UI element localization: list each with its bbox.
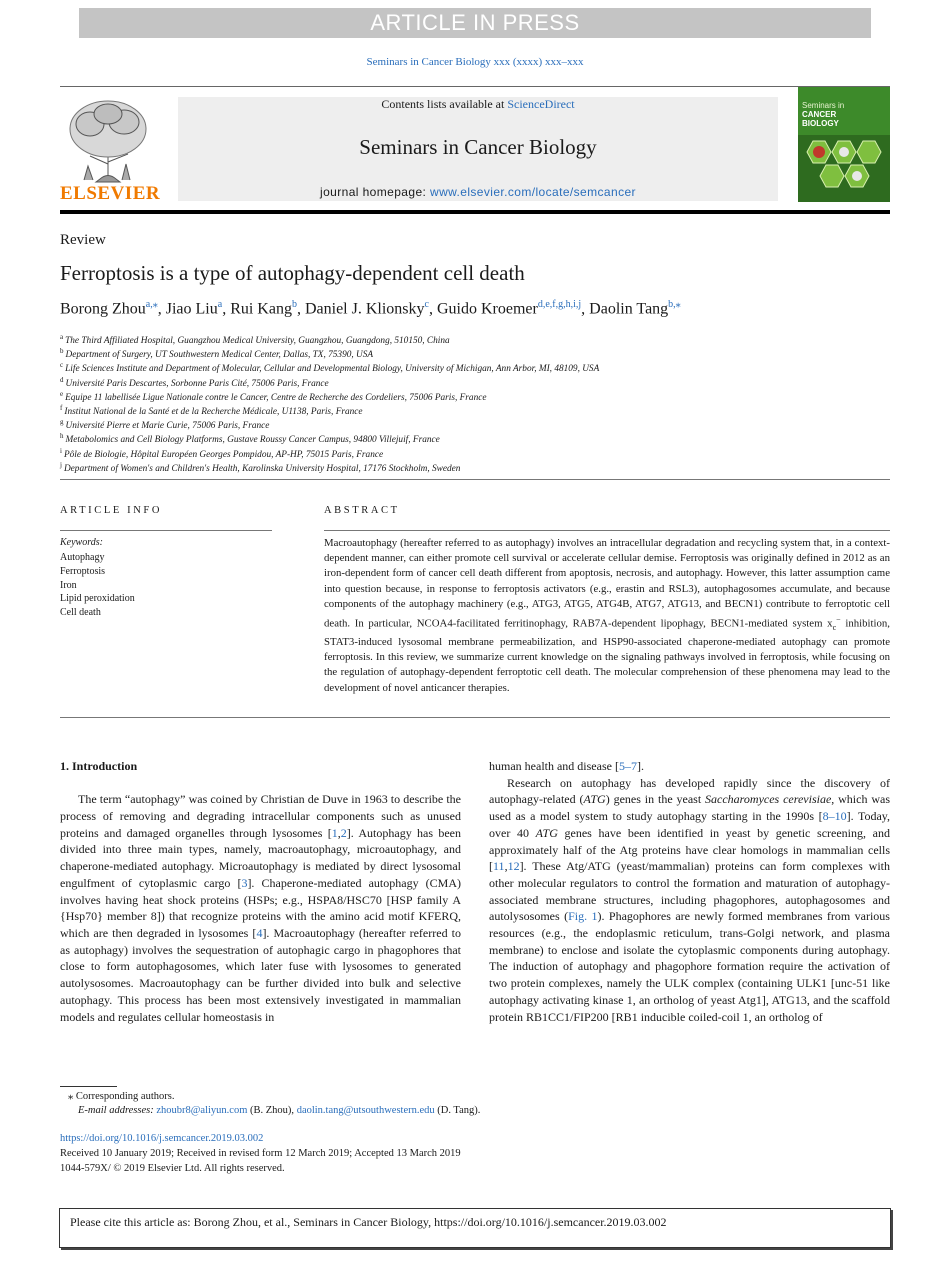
article-in-press-banner: ARTICLE IN PRESS: [79, 8, 871, 38]
journal-reference-link[interactable]: Seminars in Cancer Biology xxx (xxxx) xxx–xxx: [366, 56, 584, 68]
body-text: ,: [337, 825, 341, 840]
keyword-item: Lipid peroxidation: [60, 593, 135, 605]
affiliation-item: [60, 429, 599, 446]
citation-link[interactable]: 1: [331, 825, 338, 840]
abstract-rule: [324, 530, 890, 531]
affiliation-text: Department of Women's and Children's Health, Karolinska University Hospital, 17176 Stockholm, Sweden: [63, 463, 461, 474]
journal-header-box: [178, 97, 778, 201]
body-text: The term “autophagy” was coined by Christian de Duve in 1963 to describe the process of removing and degrading intracellular components such as unused proteins and damaged organelles through lysosomes [: [60, 792, 461, 840]
citation-box: [59, 1208, 891, 1248]
affiliation-text: Metabolomics and Cell Biology Platforms, Gustave Roussy Cancer Campus, 94800 Villejuif, France: [65, 435, 440, 446]
cover-title-line2: [802, 110, 839, 128]
cover-biology: BIOLOGY: [802, 119, 839, 128]
author-name: Daniel J. Klionsky: [304, 300, 425, 318]
keywords-label: Keywords:: [60, 537, 103, 548]
homepage-prefix: journal homepage:: [320, 185, 430, 199]
email-zhou-link[interactable]: zhoubr8@aliyun.com: [156, 1105, 248, 1116]
article-info-heading: ARTICLE INFO: [60, 505, 163, 516]
affiliation-text: Institut National de la Santé et de la Recherche Médicale, U1138, Paris, France: [64, 407, 363, 418]
italic-term: ATG: [583, 792, 606, 807]
affiliation-text: Université Pierre et Marie Curie, 75006 Paris, France: [65, 421, 270, 432]
footnotes: [60, 1090, 480, 1118]
citation-link[interactable]: 5–7: [618, 759, 637, 773]
body-text: ]. Today, over 40: [489, 809, 890, 840]
body-column-right: [489, 758, 890, 1025]
email-zhou-who: (B. Zhou),: [247, 1105, 297, 1116]
keyword-item: Cell death: [60, 607, 101, 619]
sciencedirect-link[interactable]: ScienceDirect: [507, 97, 575, 111]
affiliation-list: [60, 330, 599, 472]
author-affiliation-marker[interactable]: a,⁎: [145, 299, 158, 310]
affiliation-key: a: [60, 333, 64, 341]
author-separator: ,: [581, 300, 590, 318]
author-name: Jiao Liu: [165, 300, 218, 318]
author-name: Daolin Tang: [589, 300, 669, 318]
corresponding-note: ⁎ Corresponding authors.: [68, 1091, 175, 1102]
citation-link[interactable]: 4: [256, 926, 263, 940]
affiliation-item: [60, 415, 599, 432]
body-text: ]. These Atg/ATG (yeast/mammalian) proteins can form complexes with other molecular regulators to control the formation and maturation of autophagy-associated membrane structures, including phagophores, autophagosomes and autolysosomes (: [489, 859, 890, 924]
doi-link[interactable]: https://doi.org/10.1016/j.semcancer.2019.03.002: [60, 1133, 264, 1144]
email-line: [60, 1104, 480, 1118]
author-list: [60, 299, 681, 318]
affiliation-item: [60, 330, 599, 347]
abstract-part2: inhibition, STAT3-induced lysosomal membrane permeabilization, and HSP90-associated chaperone-mediated autophagy can promote ferroptosis. In this review, we summarize current knowledge on the signaling pathways involved in ferroptosis, while focusing on the regulation of autophagy-dependent ferroptotic cell death. The molecular comprehension of these phenomena may lead to the development of novel anticancer therapies.: [324, 617, 891, 694]
article-title: Ferroptosis is a type of autophagy-dependent cell death: [60, 261, 525, 285]
intro-paragraph-1: [60, 791, 461, 1025]
body-text: ,: [504, 859, 508, 874]
author-affiliation-marker[interactable]: b,⁎: [668, 299, 681, 310]
author-name: Borong Zhou: [60, 300, 146, 318]
affiliation-item: [60, 401, 599, 418]
elsevier-wordmark: ELSEVIER: [60, 183, 161, 204]
keyword-item: Ferroptosis: [60, 565, 105, 577]
citation-link[interactable]: 3: [241, 875, 248, 890]
author-separator: ,: [428, 300, 437, 318]
affiliation-item: [60, 358, 600, 375]
affiliation-text: Life Sciences Institute and Department of Molecular, Cellular and Developmental Biology, University of Michigan, Ann Arbor, MI, 48109, USA: [65, 364, 600, 375]
intro-paragraph-2: [489, 775, 890, 1026]
author-name: Guido Kroemer: [436, 300, 538, 318]
header-thick-rule: [60, 210, 890, 214]
keyword-item: Autophagy: [60, 552, 105, 563]
affiliation-key: f: [60, 403, 63, 412]
citation-link[interactable]: Fig. 1: [568, 909, 598, 924]
body-text: ]. Chaperone-mediated autophagy (CMA) involves having heat shock proteins (HSPs; e.g., HSPA8/HSC70 [HSP family A {Hsp70} member 8]) that recognize proteins with the amino acid motif KFERQ, which are then degraded in lysosomes [: [60, 875, 461, 940]
keyword-item: Iron: [60, 579, 77, 591]
author-separator: ,: [157, 300, 166, 318]
author-affiliation-marker[interactable]: a: [217, 299, 223, 310]
citation-link[interactable]: 2: [340, 825, 347, 840]
affiliation-item: [60, 387, 599, 401]
journal-homepage: [178, 185, 778, 199]
body-text: ) genes in the yeast: [605, 792, 706, 807]
body-text: , which was used as a model system to study autophagy starting in the 1990s [: [489, 792, 890, 824]
author-name: Rui Kang: [230, 300, 292, 318]
affiliation-key: j: [60, 460, 62, 469]
affiliation-item: [60, 373, 599, 387]
author-separator: ,: [296, 300, 305, 318]
citation-text: Please cite this article as: Borong Zhou, et al., Seminars in Cancer Biology, https://doi.org/10.1016/j.semcancer.2019.03.002: [70, 1215, 667, 1229]
abstract-sub: c: [832, 622, 837, 632]
affiliation-item: [60, 344, 599, 361]
copyright-line: 1044-579X/ © 2019 Elsevier Ltd. All rights reserved.: [60, 1163, 285, 1174]
cover-title-line1: Seminars in: [802, 101, 845, 110]
contents-line: [178, 97, 778, 112]
affiliation-key: g: [60, 418, 64, 427]
body-text: ].: [636, 759, 644, 773]
abstract-heading: ABSTRACT: [324, 505, 400, 516]
affiliation-text: Université Paris Descartes, Sorbonne Paris Cité, 75006 Paris, France: [65, 378, 329, 389]
affiliation-item: [60, 458, 599, 472]
section-rule-top: [60, 479, 890, 480]
affiliation-text: Equipe 11 labellisée Ligue Nationale contre le Cancer, Centre de Recherche des Cordeliers, 75006 Paris, France: [65, 392, 487, 403]
homepage-link[interactable]: www.elsevier.com/locate/semcancer: [430, 185, 636, 199]
affiliation-text: Pôle de Biologie, Hôpital Européen Georges Pompidou, AP-HP, 75015 Paris, France: [63, 449, 384, 460]
body-text: ). Phagophores are newly formed membranes from various resources (e.g., the endoplasmic reticulum, trans-Golgi network, and plasma membrane) to enclose and isolate the cytoplasmic components during autophagy. The induction of autophagy and phagophore formation require the activation of two protein complexes, namely the ULK complex (containing ULK1 [unc-51 like autophagy activating kinase 1, an ortholog of yeast Atg1], ATG13, and the scaffold protein RB1CC1/FIP200 [RB1 inducible coiled-coil 1, an ortholog of: [489, 909, 890, 1024]
article-type: Review: [60, 232, 106, 248]
journal-cover-image: [798, 87, 890, 202]
body-text: Research on autophagy has developed rapidly since the discovery of autophagy-related (: [489, 775, 890, 807]
affiliation-key: c: [60, 361, 64, 370]
affiliation-key: i: [60, 446, 62, 455]
footnote-rule: [60, 1086, 117, 1087]
email-label: E-mail addresses:: [78, 1105, 157, 1116]
section-rule-bottom: [60, 717, 890, 718]
author-affiliation-marker[interactable]: c: [424, 299, 429, 310]
body-text: genes have been identified in yeast by genetic screening, and approximately half of the Atg proteins have clear homologs in mammalian cells [: [489, 825, 890, 874]
email-tang-who: (D. Tang).: [434, 1105, 481, 1116]
citation-link[interactable]: 11: [493, 859, 505, 874]
abstract-text: [324, 536, 890, 696]
italic-term: ATG: [535, 825, 558, 840]
article-info-rule: [60, 530, 272, 531]
affiliation-text: Department of Surgery, UT Southwestern Medical Center, Dallas, TX, 75390, USA: [65, 350, 374, 361]
author-affiliation-marker[interactable]: d,e,f,g,h,i,j: [537, 299, 582, 310]
citation-link[interactable]: 8–10: [822, 809, 847, 824]
affiliation-key: e: [60, 389, 64, 398]
body-column-left: [60, 758, 461, 1025]
received-dates: Received 10 January 2019; Received in revised form 12 March 2019; Accepted 13 March 2019: [60, 1148, 461, 1159]
italic-term: Saccharomyces cerevisiae: [705, 792, 832, 807]
body-text: human health and disease [: [489, 759, 619, 773]
keyword-list: [60, 551, 135, 620]
affiliation-key: b: [60, 347, 64, 356]
affiliation-text: The Third Affiliated Hospital, Guangzhou Medical University, Guangzhou, Guangdong, 510150, China: [65, 336, 450, 347]
email-tang-link[interactable]: daolin.tang@utsouthwestern.edu: [296, 1105, 435, 1116]
contents-prefix: Contents lists available at: [381, 97, 508, 111]
affiliation-key: d: [60, 375, 64, 384]
journal-title: Seminars in Cancer Biology: [359, 135, 597, 159]
affiliation-key: h: [60, 432, 64, 441]
body-text: ]. Autophagy has been divided into three main types, namely, macroautophagy, microautophagy, and chaperone-mediated autophagy. Microautophagy is mediated by direct lysosomal engulfment of cytoplasmic cargo [: [60, 825, 461, 890]
affiliation-item: [60, 444, 599, 458]
body-text: ]. Macroautophagy (hereafter referred to as autophagy) involves the sequestration of autophagic cargo in phagophores that close to form autophagosomes, which later fuse with lysosomes to generated autolysosomes. Macroautophagy can be further divided into bulk and selective autophagy. This process has been most extensively investigated in mammalian models and regulates cellular homeostasis in: [60, 926, 461, 1024]
abstract-sup: −: [836, 615, 841, 625]
section-heading-introduction: 1. Introduction: [60, 759, 138, 773]
abstract-part1: Macroautophagy (hereafter referred to as autophagy) involves an intracellular degradation and recycling system that, in a context-dependent manner, can either promote cell survival or accelerate cellular demise. Ferroptosis was originally defined in 2012 as an iron-dependent form of cancer cell death different from apoptosis, necrosis, and autophagy. However, this latter assumption came into question because, in response to ferroptosis activators (e.g., erastin and RSL3), autophagosomes accumulate, and because components of the autophagy machinery (e.g., ATG3, ATG5, ATG4B, ATG7, ATG13, and BECN1) contribute to ferroptotic cell death. In particular, NCOA4-facilitated ferritinophagy, RAB7A-dependent lipophagy, BECN1-mediated system x: [324, 537, 890, 630]
cover-cancer: CANCER: [802, 110, 837, 119]
intro-paragraph-1-continued: [489, 758, 890, 775]
header-rule: [60, 86, 890, 87]
author-separator: ,: [222, 300, 231, 318]
citation-link[interactable]: 12: [507, 859, 520, 874]
cover-hexagon-art: [798, 133, 890, 202]
author-affiliation-marker[interactable]: b: [291, 299, 297, 310]
publication-info: [60, 1131, 461, 1176]
